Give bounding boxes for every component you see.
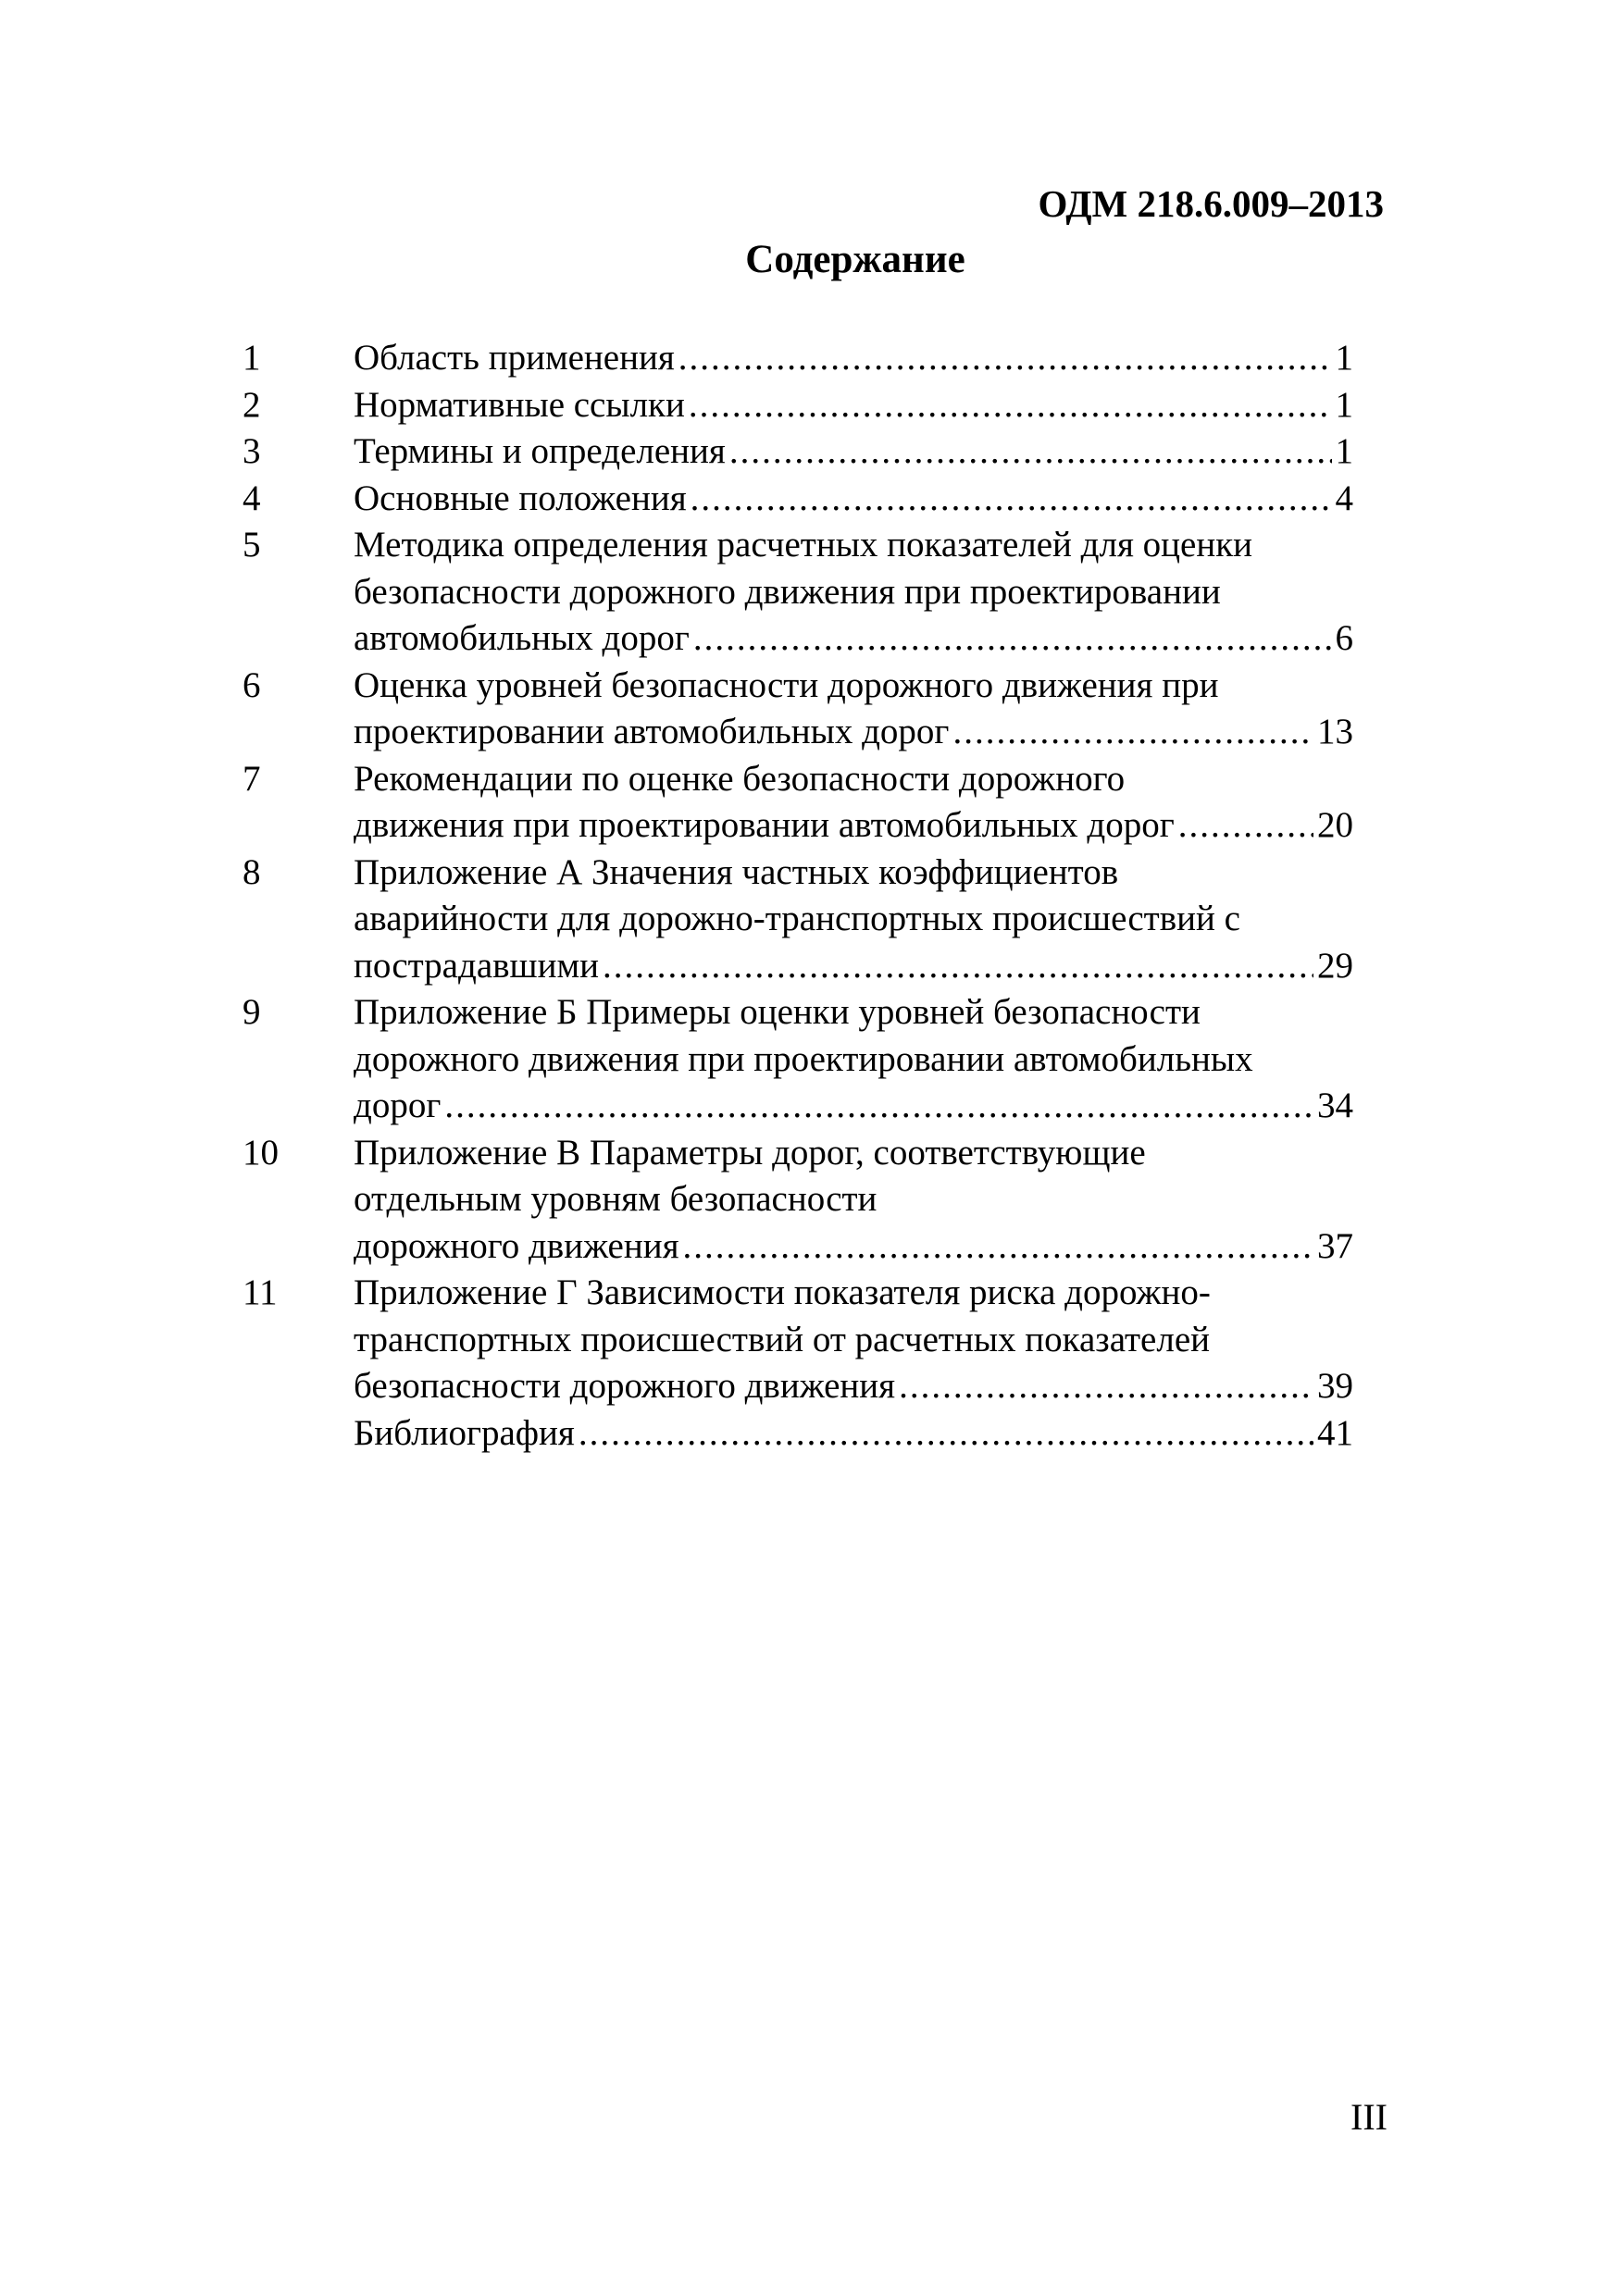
toc-entry-line [354, 1223, 1353, 1271]
toc-entry[interactable] [243, 335, 1353, 382]
toc-entry[interactable] [243, 1410, 1353, 1458]
toc-entry-number: 10 [243, 1132, 279, 1173]
toc-dot-leader [683, 1223, 1313, 1271]
toc-entry-title: безопасности дорожного движения [354, 1366, 896, 1406]
toc-entry-title: Приложение В Параметры дорог, соответствующие [354, 1132, 1146, 1173]
toc-entry-title: Приложение Б Примеры оценки уровней безопасности [354, 992, 1201, 1032]
toc-entry-line [354, 615, 1353, 663]
toc-entry-body [354, 428, 1353, 476]
toc-entry-title: отдельным уровням безопасности [354, 1179, 877, 1219]
toc-entry-title: проектировании автомобильных дорог [354, 712, 950, 751]
toc-dot-leader [603, 943, 1313, 990]
toc-entry-line [354, 1363, 1353, 1410]
toc-entry-body [354, 989, 1353, 1130]
toc-entry[interactable] [243, 522, 1353, 663]
toc-entry-body [354, 1410, 1353, 1458]
toc-entry-line [354, 1410, 1353, 1458]
toc-dot-leader [678, 335, 1332, 382]
toc-dot-leader [689, 382, 1332, 429]
toc-entry-title: автомобильных дорог [354, 618, 690, 658]
toc-entry-page: 4 [1335, 478, 1353, 518]
toc-entry[interactable] [243, 428, 1353, 476]
toc-entry-title: Приложение А Значения частных коэффициентов [354, 851, 1119, 892]
toc-entry-title: Оценка уровней безопасности дорожного движения при [354, 664, 1219, 705]
toc-entry-number: 7 [243, 758, 261, 799]
toc-entry-page: 39 [1317, 1366, 1353, 1406]
toc-entry-number: 4 [243, 478, 261, 518]
toc-entry-number: 6 [243, 664, 261, 705]
toc-entry[interactable] [243, 756, 1353, 850]
toc-entry-line [354, 896, 1353, 943]
toc-entry-page: 37 [1317, 1225, 1353, 1266]
toc-entry-line [354, 943, 1353, 990]
toc-entry-body [354, 335, 1353, 382]
toc-entry-line [354, 850, 1353, 897]
toc-entry-number: 8 [243, 851, 261, 892]
toc-entry-body [354, 522, 1353, 663]
toc-entry[interactable] [243, 1270, 1353, 1410]
toc-entry-line [354, 989, 1353, 1036]
toc-entry-number: 2 [243, 384, 261, 425]
toc-entry-number: 9 [243, 992, 261, 1032]
toc-entry-title: Область применения [354, 338, 675, 378]
toc-entry-page: 20 [1317, 805, 1353, 845]
toc-entry[interactable] [243, 476, 1353, 523]
toc-entry-line [354, 476, 1353, 523]
toc-entry-number: 3 [243, 431, 261, 471]
toc-entry-number: 11 [243, 1272, 278, 1312]
toc-entry-line [354, 428, 1353, 476]
toc-entry-line [354, 756, 1353, 803]
toc-entry-page: 1 [1335, 338, 1353, 378]
toc-entry-body [354, 1130, 1353, 1271]
toc-entry-line [354, 569, 1353, 616]
toc-entry-body [354, 663, 1353, 756]
toc-entry-line [354, 1083, 1353, 1130]
toc-entry-number: 5 [243, 525, 261, 565]
toc-entry-title: пострадавшими [354, 945, 600, 986]
toc-dot-leader [579, 1410, 1313, 1458]
toc-entry-line [354, 382, 1353, 429]
toc-entry-body [354, 850, 1353, 990]
toc-entry[interactable] [243, 850, 1353, 990]
toc-entry-line [354, 1036, 1353, 1084]
toc-entry[interactable] [243, 663, 1353, 756]
toc-entry-line [354, 1176, 1353, 1223]
toc-entry-title: Приложение Г Зависимости показателя риска дорожно- [354, 1272, 1211, 1312]
toc-entry-title: движения при проектировании автомобильных дорог [354, 805, 1175, 845]
table-of-contents [243, 335, 1353, 1457]
toc-entry-page: 29 [1317, 945, 1353, 986]
toc-entry[interactable] [243, 382, 1353, 429]
toc-entry-page: 34 [1317, 1086, 1353, 1125]
toc-entry-title: Нормативные ссылки [354, 384, 685, 425]
toc-entry-page: 6 [1335, 618, 1353, 658]
toc-entry-title: дорожного движения при проектировании автомобильных [354, 1038, 1253, 1079]
toc-dot-leader [729, 428, 1332, 476]
toc-entry-line [354, 663, 1353, 710]
toc-entry-line [354, 522, 1353, 569]
toc-dot-leader [444, 1083, 1313, 1130]
toc-entry-body [354, 1270, 1353, 1410]
toc-entry-line [354, 1270, 1353, 1317]
toc-entry-page: 1 [1335, 384, 1353, 425]
toc-entry-title: безопасности дорожного движения при проектировании [354, 571, 1221, 612]
toc-entry-title: Рекомендации по оценке безопасности дорожного [354, 758, 1126, 799]
toc-dot-leader [899, 1363, 1313, 1410]
document-code: ОДМ 218.6.009–2013 [1038, 182, 1384, 225]
toc-dot-leader [1178, 802, 1313, 850]
toc-entry-title: Библиография [354, 1412, 575, 1453]
toc-entry[interactable] [243, 1130, 1353, 1271]
toc-entry-number: 1 [243, 338, 261, 378]
toc-dot-leader [952, 709, 1313, 756]
toc-entry-line [354, 802, 1353, 850]
toc-entry-title: Термины и определения [354, 431, 726, 471]
toc-entry-title: дорог [354, 1086, 442, 1125]
toc-entry-body [354, 382, 1353, 429]
toc-entry-title: транспортных происшествий от расчетных показателей [354, 1319, 1211, 1359]
toc-entry-body [354, 756, 1353, 850]
toc-entry-page: 13 [1317, 712, 1353, 751]
page-number: III [1350, 2096, 1388, 2138]
toc-entry[interactable] [243, 989, 1353, 1130]
toc-dot-leader [691, 476, 1332, 523]
toc-entry-page: 1 [1335, 431, 1353, 471]
toc-entry-page: 41 [1317, 1412, 1353, 1453]
toc-title: Содержание [745, 238, 965, 281]
toc-entry-line [354, 1130, 1353, 1177]
toc-entry-line [354, 1317, 1353, 1364]
toc-entry-title: Основные положения [354, 478, 687, 518]
toc-entry-title: Методика определения расчетных показателей для оценки [354, 525, 1253, 565]
toc-entry-title: дорожного движения [354, 1225, 679, 1266]
toc-entry-title: аварийности для дорожно-транспортных происшествий с [354, 899, 1240, 938]
toc-dot-leader [693, 615, 1332, 663]
toc-entry-line [354, 335, 1353, 382]
toc-entry-body [354, 476, 1353, 523]
toc-entry-line [354, 709, 1353, 756]
